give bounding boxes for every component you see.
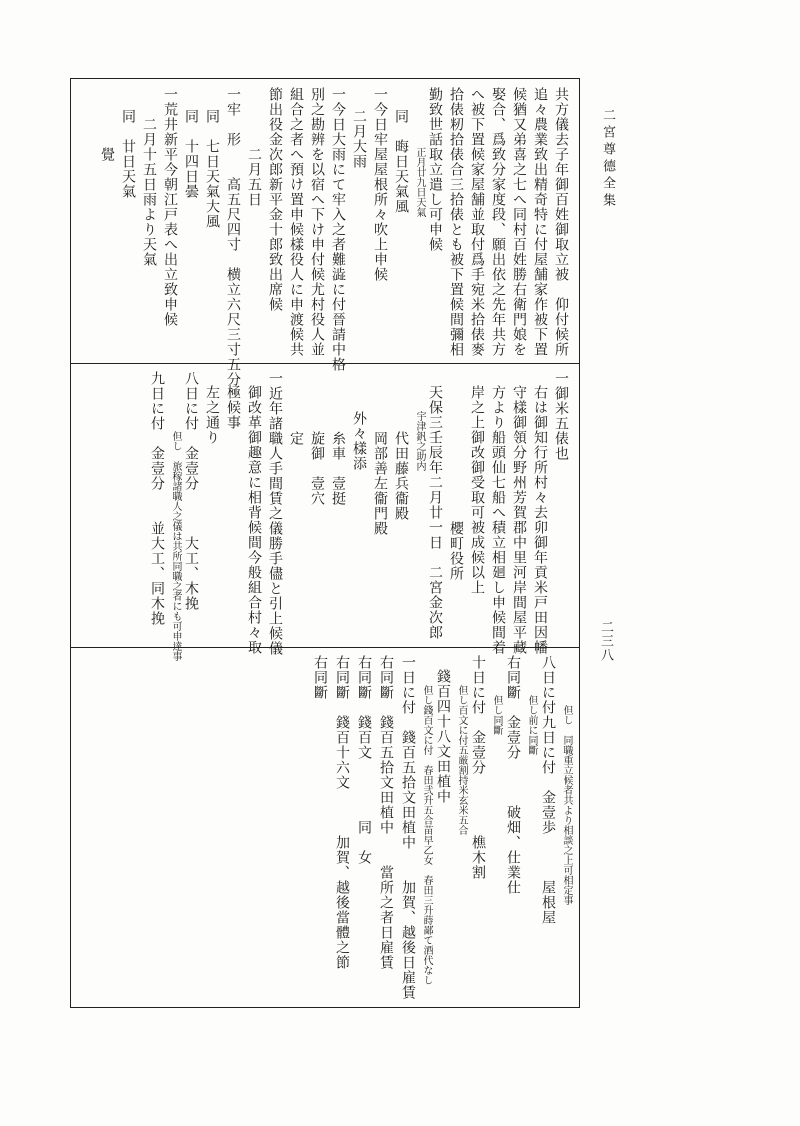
text-column: 同 七日天氣大風 [204, 109, 220, 229]
text-column: 但し 旅稼諸職人之儀は共所同職之者にも可申達事 [170, 431, 181, 661]
text-column: 錢百四十八文田植中 [435, 669, 451, 804]
text-column: 右同斷 錢百文 同 女 [356, 655, 372, 865]
text-column: 勤致世話取立遣し可申候 [427, 87, 443, 252]
text-column: 但し百文に付五厳割持米玄米五合 [456, 685, 467, 835]
text-column: 但し前に同斷 [526, 695, 537, 755]
text-column: 拾俵籾拾俵合三拾俵とも被下置候間彌相 [448, 87, 464, 357]
text-column: 候猶又弟喜之七へ同村百姓勝右衛門娘を [511, 87, 527, 357]
text-column: 九日に付 金壹分 並大工、同木挽 [149, 371, 165, 626]
text-column: 右は御知行所村々去卯御年貢米戸田因幡 [532, 385, 548, 655]
text-column: へ被下置候家屋舗並取付爲手宛米拾俵麥 [469, 87, 485, 357]
text-column: 一今日大雨にて牢入之者難澁に付晉請中格 [330, 87, 346, 372]
section-2 [73, 371, 573, 661]
text-column: 共方儀去子年御百姓御取立被 仰付候所 [553, 87, 569, 357]
text-column: 二月大雨 [351, 109, 367, 169]
text-column: 同 十四日曇 [183, 109, 199, 199]
text-column: 一今日牢屋屋根所々吹上申候 [372, 87, 388, 282]
text-column: 右同斷 錢百十六文 加賀、越後當體之節 [334, 655, 350, 970]
text-column: 二月五日 [246, 147, 262, 207]
text-column: 方より船頭仙七船へ積立相廻し申候間着 [490, 385, 506, 655]
text-column: 岡部善左衞門殿 [372, 431, 388, 536]
text-column: 二月十五日雨より天氣 [141, 117, 157, 267]
text-column: 一荒井新平今朝江戸表へ出立致申候 [162, 87, 178, 327]
text-column: 左之通り [204, 385, 220, 445]
text-column: 右同斷 [312, 655, 328, 700]
page-number: 二三八 [598, 620, 613, 662]
text-column: 代田藤兵衞殿 [393, 431, 409, 521]
text-column: 十日に付 金壹分 樵木割 [470, 655, 486, 880]
text-column: 一近年諸職人手間賃之儀勝手儘と引上候儀 [267, 371, 283, 656]
running-header-title: 二宮尊德全集 [600, 108, 615, 210]
text-column: 旋御 壹穴 [309, 431, 325, 506]
text-column: 右同斷 金壹分 破畑、仕業仕 [505, 655, 521, 895]
text-column: 一日に付 錢百五拾文田植中 加賀、越後日雇賃 [400, 655, 416, 1000]
text-column: 天保三壬辰年二月廿一日 二宮金次郎 [427, 385, 443, 640]
text-column: 組合之者へ預け置申候樣役人に申渡候共 [288, 87, 304, 357]
text-column: 櫻町役所 [448, 521, 464, 581]
text-column: 糸車 壹挺 [330, 431, 346, 506]
text-column: 娶合、爲致分家度段、願出依之先年共方 [490, 87, 506, 357]
text-column: 岸之上御改御受取可被成候以上 [469, 385, 485, 595]
section-3 [73, 655, 573, 1000]
text-column: 別之勘辨を以宿へ下け申付候尤村役人並 [309, 87, 325, 357]
text-column: 節出役金次郎新平金十郎致出席候 [267, 87, 283, 312]
text-column: 八日に付九日に付 金壹歩 屋根屋 [540, 655, 556, 925]
section-divider-1 [71, 363, 579, 364]
text-column: 一御米五俵也 [553, 371, 569, 461]
text-column: 定 [288, 431, 304, 446]
text-column: 極候事 [225, 385, 241, 430]
text-column: 外々樣添 [351, 411, 367, 471]
text-column: 八日に付 金壹分 大工、木挽 [183, 371, 199, 611]
section-1 [73, 87, 573, 387]
text-column: 一牢 形 高五尺四寸 横立六尺三寸五分 [225, 87, 241, 387]
text-column: 但し錢百文に付 春田弐升五合苗早乙女 春田三升蒔鄙て酒代なし [421, 685, 432, 985]
text-column: 追々農業致出精奇特に付屋舗家作被下置 [532, 87, 548, 357]
text-column: 守樣御領分野州芳賀郡中里河岸間屋平藏 [511, 385, 527, 655]
text-column: 同 晦日天氣風 [393, 109, 409, 214]
text-column: 覺 [99, 147, 115, 162]
text-column: 正月廿九日天氣 [414, 147, 425, 217]
text-column: 但し 同職重立候者共より相談之上可相定事 [561, 705, 572, 905]
text-column: 御改革御趣意に相背候間今般組合村々取 [246, 385, 262, 655]
text-column: 宇津釩之助内 [414, 411, 425, 471]
text-column: 但し同斷 [491, 695, 502, 735]
text-column: 右同斷 錢百五拾文田植中 當所之者日雇賃 [378, 655, 394, 970]
text-frame [70, 78, 580, 1008]
text-column: 同 廿日天氣 [120, 109, 136, 199]
